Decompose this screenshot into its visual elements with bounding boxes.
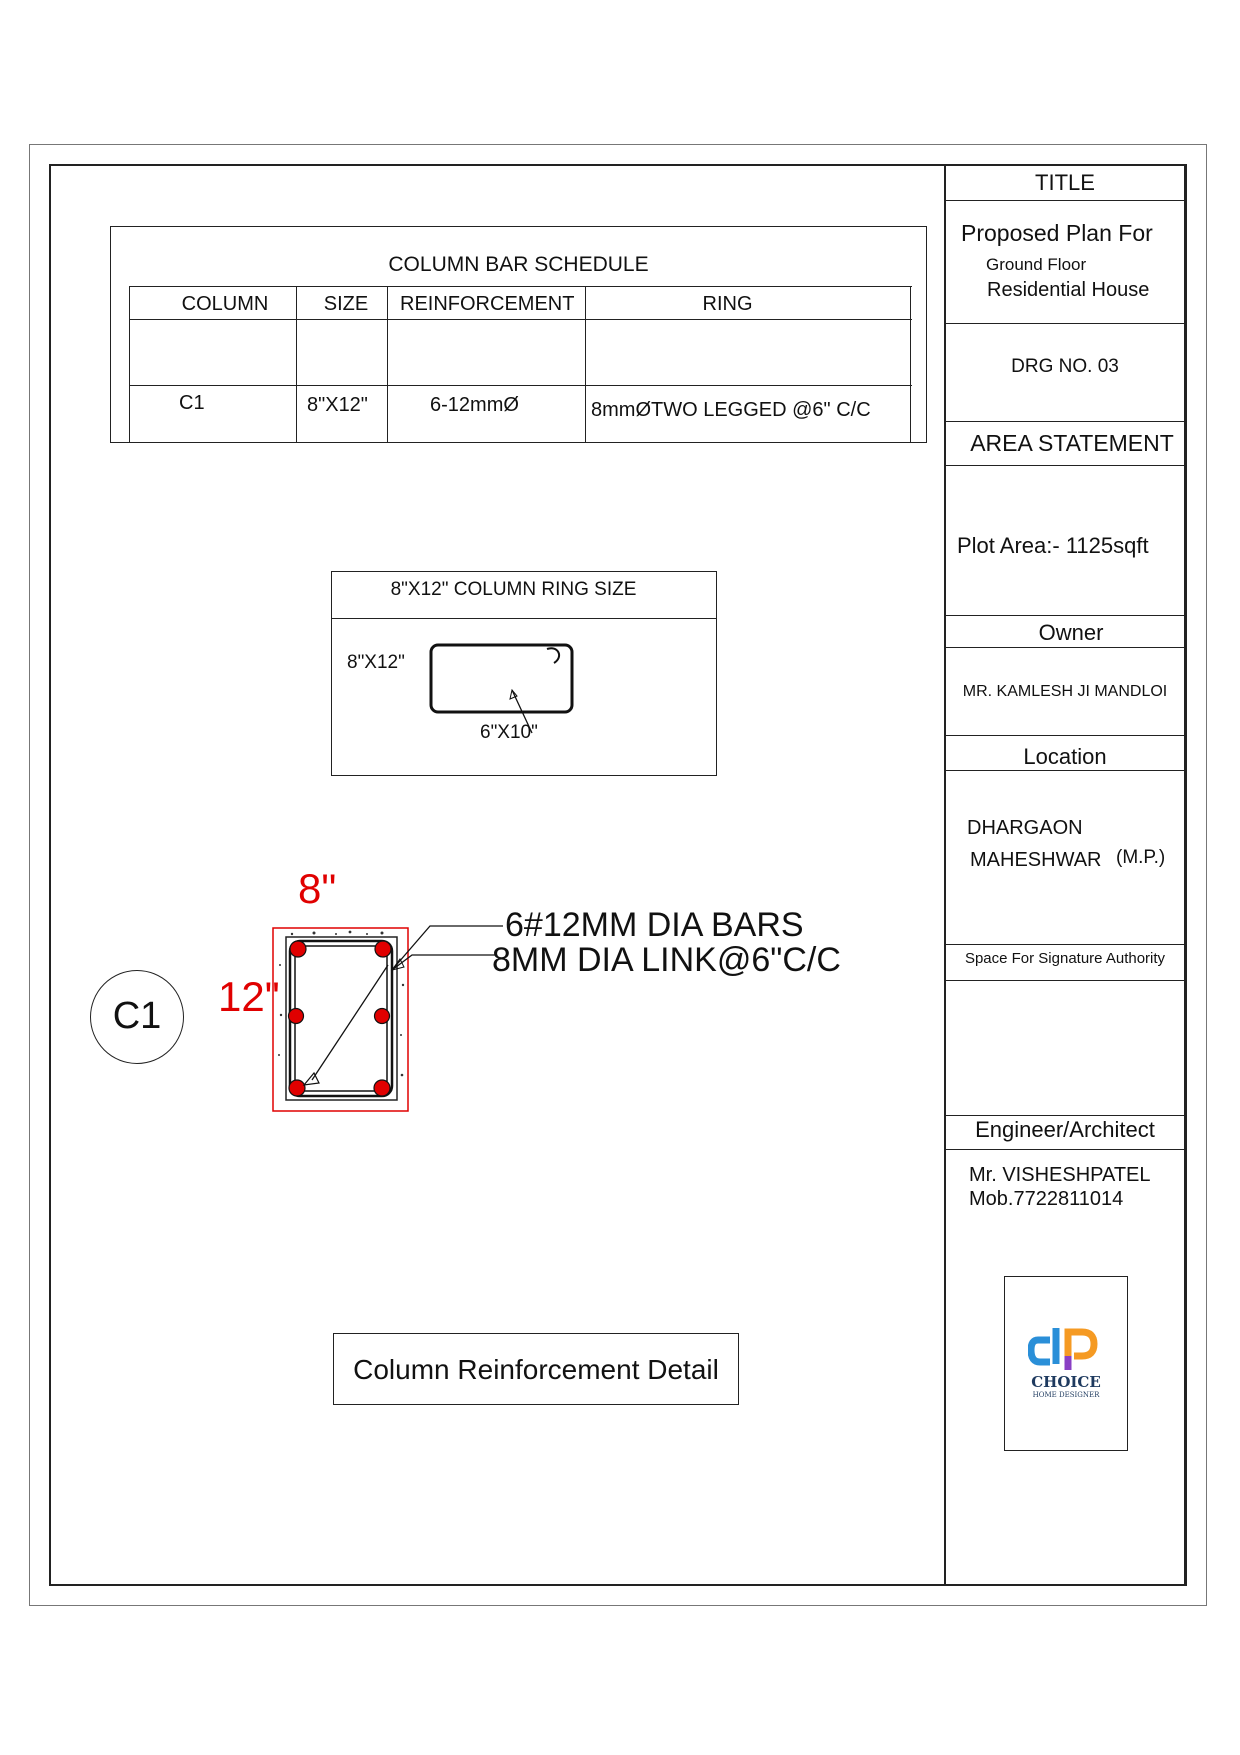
bar-top-left	[290, 941, 306, 957]
schedule-col-line	[910, 286, 911, 443]
title-block-line	[944, 465, 1186, 466]
location-line-2: MAHESHWAR	[970, 849, 1102, 871]
bar-bottom-left	[289, 1080, 305, 1096]
schedule-header-size: SIZE	[323, 293, 369, 315]
title-block-line	[944, 1149, 1186, 1150]
location-line-3: (M.P.)	[1116, 847, 1166, 868]
title-block-divider	[944, 164, 946, 1586]
title-block-line	[944, 770, 1186, 771]
schedule-header-ring: RING	[702, 293, 753, 315]
link-callout-arrowhead	[304, 1073, 319, 1085]
title-block-line	[944, 615, 1186, 616]
bar-bottom-right	[374, 1080, 390, 1096]
ring-detail-title-line	[331, 618, 717, 619]
link-note: 8MM DIA LINK@6"C/C	[492, 941, 841, 979]
title-block-line	[944, 323, 1186, 324]
schedule-cell-reinforcement: 6-12mmØ	[430, 394, 519, 416]
drawing-caption: Column Reinforcement Detail	[353, 1354, 719, 1385]
title-block-right-edge	[1186, 164, 1187, 1586]
choice-logo-icon	[1028, 1326, 1104, 1374]
title-line-3: Residential House	[987, 279, 1150, 301]
area-statement-heading: AREA STATEMENT	[970, 430, 1174, 456]
ring-detail-title: 8"X12" COLUMN RING SIZE	[390, 579, 637, 600]
section-width-dimension: 8"	[298, 865, 337, 912]
schedule-header-top-line	[129, 286, 912, 287]
schedule-cell-ring: 8mmØTWO LEGGED @6" C/C	[591, 399, 871, 421]
schedule-cell-size: 8"X12"	[307, 394, 368, 416]
bars-note-leader	[392, 926, 503, 970]
section-height-dimension: 12"	[218, 973, 280, 1020]
schedule-header-column: COLUMN	[181, 293, 269, 315]
logo-text: CHOICE	[1031, 1373, 1101, 1391]
title-line-1: Proposed Plan For	[961, 220, 1153, 246]
schedule-cell-column: C1	[179, 392, 205, 414]
location-heading: Location	[1023, 744, 1107, 769]
title-block-line	[944, 980, 1186, 981]
ring-rectangle	[431, 645, 572, 712]
link-callout-leader	[312, 965, 388, 1080]
signature-heading: Space For Signature Authority	[964, 950, 1166, 967]
ring-hook	[547, 648, 559, 663]
title-line-2: Ground Floor	[986, 255, 1087, 274]
bars-note: 6#12MM DIA BARS	[505, 906, 804, 944]
engineer-mobile: Mob.7722811014	[969, 1188, 1124, 1210]
schedule-header-bottom-line	[129, 319, 912, 320]
title-block-line	[944, 735, 1186, 736]
bar-mid-left	[289, 1009, 304, 1024]
drawing-number: DRG NO. 03	[1011, 356, 1119, 377]
title-block-line	[944, 944, 1186, 945]
column-tag-label: C1	[112, 995, 162, 1037]
title-block-line	[944, 421, 1186, 422]
schedule-title: COLUMN BAR SCHEDULE	[388, 253, 649, 276]
link-inner	[295, 946, 387, 1091]
schedule-row-line	[129, 385, 912, 386]
ring-inner-label: 6"X10"	[480, 722, 538, 743]
link-note-leader	[392, 955, 495, 970]
plot-area: Plot Area:- 1125sqft	[957, 533, 1149, 558]
title-heading: TITLE	[1035, 170, 1095, 195]
title-block-line	[944, 1115, 1186, 1116]
schedule-header-reinforcement: REINFORCEMENT	[400, 293, 575, 315]
title-block-line	[944, 647, 1186, 648]
ring-shape-drawing	[420, 635, 580, 745]
owner-name: MR. KAMLESH JI MANDLOI	[962, 683, 1168, 700]
ring-outer-label: 8"X12"	[347, 652, 405, 673]
bar-top-right	[375, 941, 391, 957]
note-arrowhead	[392, 959, 404, 970]
engineer-name: Mr. VISHESHPATEL	[969, 1164, 1151, 1186]
main-bars	[289, 941, 392, 1096]
owner-heading: Owner	[1038, 620, 1104, 645]
engineer-heading: Engineer/Architect	[975, 1117, 1155, 1142]
location-line-1: DHARGAON	[967, 817, 1083, 839]
title-block-line	[944, 200, 1186, 201]
bar-mid-right	[375, 1009, 390, 1024]
logo-subtext: HOME DESIGNER	[1032, 1391, 1100, 1399]
